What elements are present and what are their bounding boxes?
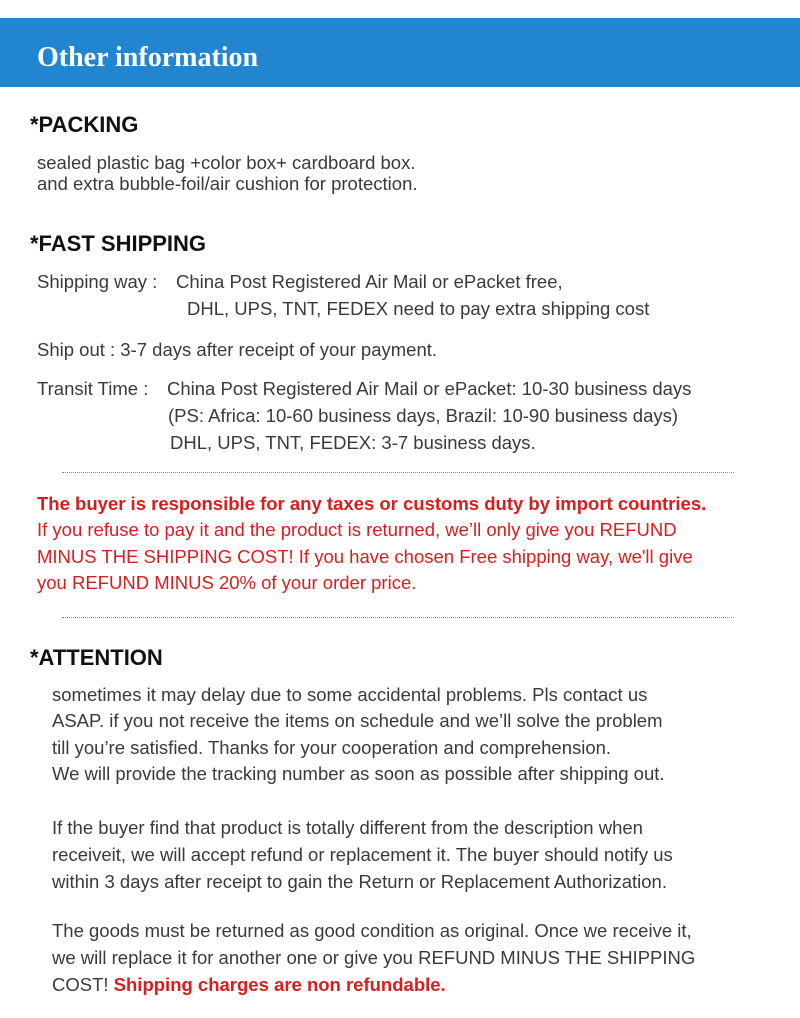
attention-p3-line-3 — [52, 973, 446, 997]
notice-line-4: you REFUND MINUS 20% of your order price. — [37, 572, 417, 593]
attention-p1-line-2: ASAP. if you not receive the items on schedule and we’ll solve the problem — [52, 710, 663, 731]
packing-heading: *PACKING — [30, 112, 139, 137]
attention-p2-line-1: If the buyer find that product is totally different from the description when — [52, 817, 643, 838]
attention-p2-line-3: within 3 days after receipt to gain the Return or Replacement Authorization. — [52, 871, 667, 892]
non-refundable-notice: Shipping charges are non refundable. — [113, 974, 446, 995]
attention-p1-line-3: till you’re satisfied. Thanks for your cooperation and comprehension. — [52, 737, 612, 758]
notice-line-3: MINUS THE SHIPPING COST! If you have chosen Free shipping way, we'll give — [37, 546, 693, 567]
transit-line-2: (PS: Africa: 10-60 business days, Brazil: 10-90 business days) — [168, 405, 679, 426]
attention-p2-line-2: receiveit, we will accept refund or replacement it. The buyer should notify us — [52, 844, 673, 865]
banner-title: Other information — [37, 42, 259, 73]
attention-p3-line-1: The goods must be returned as good condition as original. Once we receive it, — [52, 920, 692, 941]
fast-shipping-heading: *FAST SHIPPING — [30, 231, 207, 256]
notice-line-1: The buyer is responsible for any taxes or customs duty by import countries. — [37, 493, 707, 514]
shipping-way-label: Shipping way : — [37, 271, 158, 292]
attention-heading: *ATTENTION — [30, 645, 163, 670]
dotted-divider-top — [62, 472, 734, 473]
shipping-way-line-2: DHL, UPS, TNT, FEDEX need to pay extra shipping cost — [187, 298, 650, 319]
transit-time-label: Transit Time : — [37, 378, 149, 399]
dotted-divider-bottom — [62, 617, 734, 618]
transit-line-3: DHL, UPS, TNT, FEDEX: 3-7 business days. — [170, 432, 536, 453]
packing-line-2-clipped — [37, 173, 597, 194]
notice-line-2: If you refuse to pay it and the product is returned, we’ll only give you REFUND — [37, 519, 677, 540]
section-banner — [0, 18, 800, 87]
shipping-way-line-1: China Post Registered Air Mail or ePacket free, — [176, 271, 563, 292]
transit-line-1: China Post Registered Air Mail or ePacket: 10-30 business days — [167, 378, 692, 399]
attention-p1-line-4: We will provide the tracking number as soon as possible after shipping out. — [52, 763, 665, 784]
ship-out-line: Ship out : 3-7 days after receipt of your payment. — [37, 339, 438, 360]
attention-p3-line-2: we will replace it for another one or give you REFUND MINUS THE SHIPPING — [52, 947, 696, 968]
attention-p3-cost: COST! — [52, 974, 109, 995]
attention-p1-line-1: sometimes it may delay due to some accidental problems. Pls contact us — [52, 684, 648, 705]
packing-line-2: and extra bubble-foil/air cushion for protection. — [37, 173, 418, 194]
packing-line-1: sealed plastic bag +color box+ cardboard box. — [37, 152, 416, 173]
